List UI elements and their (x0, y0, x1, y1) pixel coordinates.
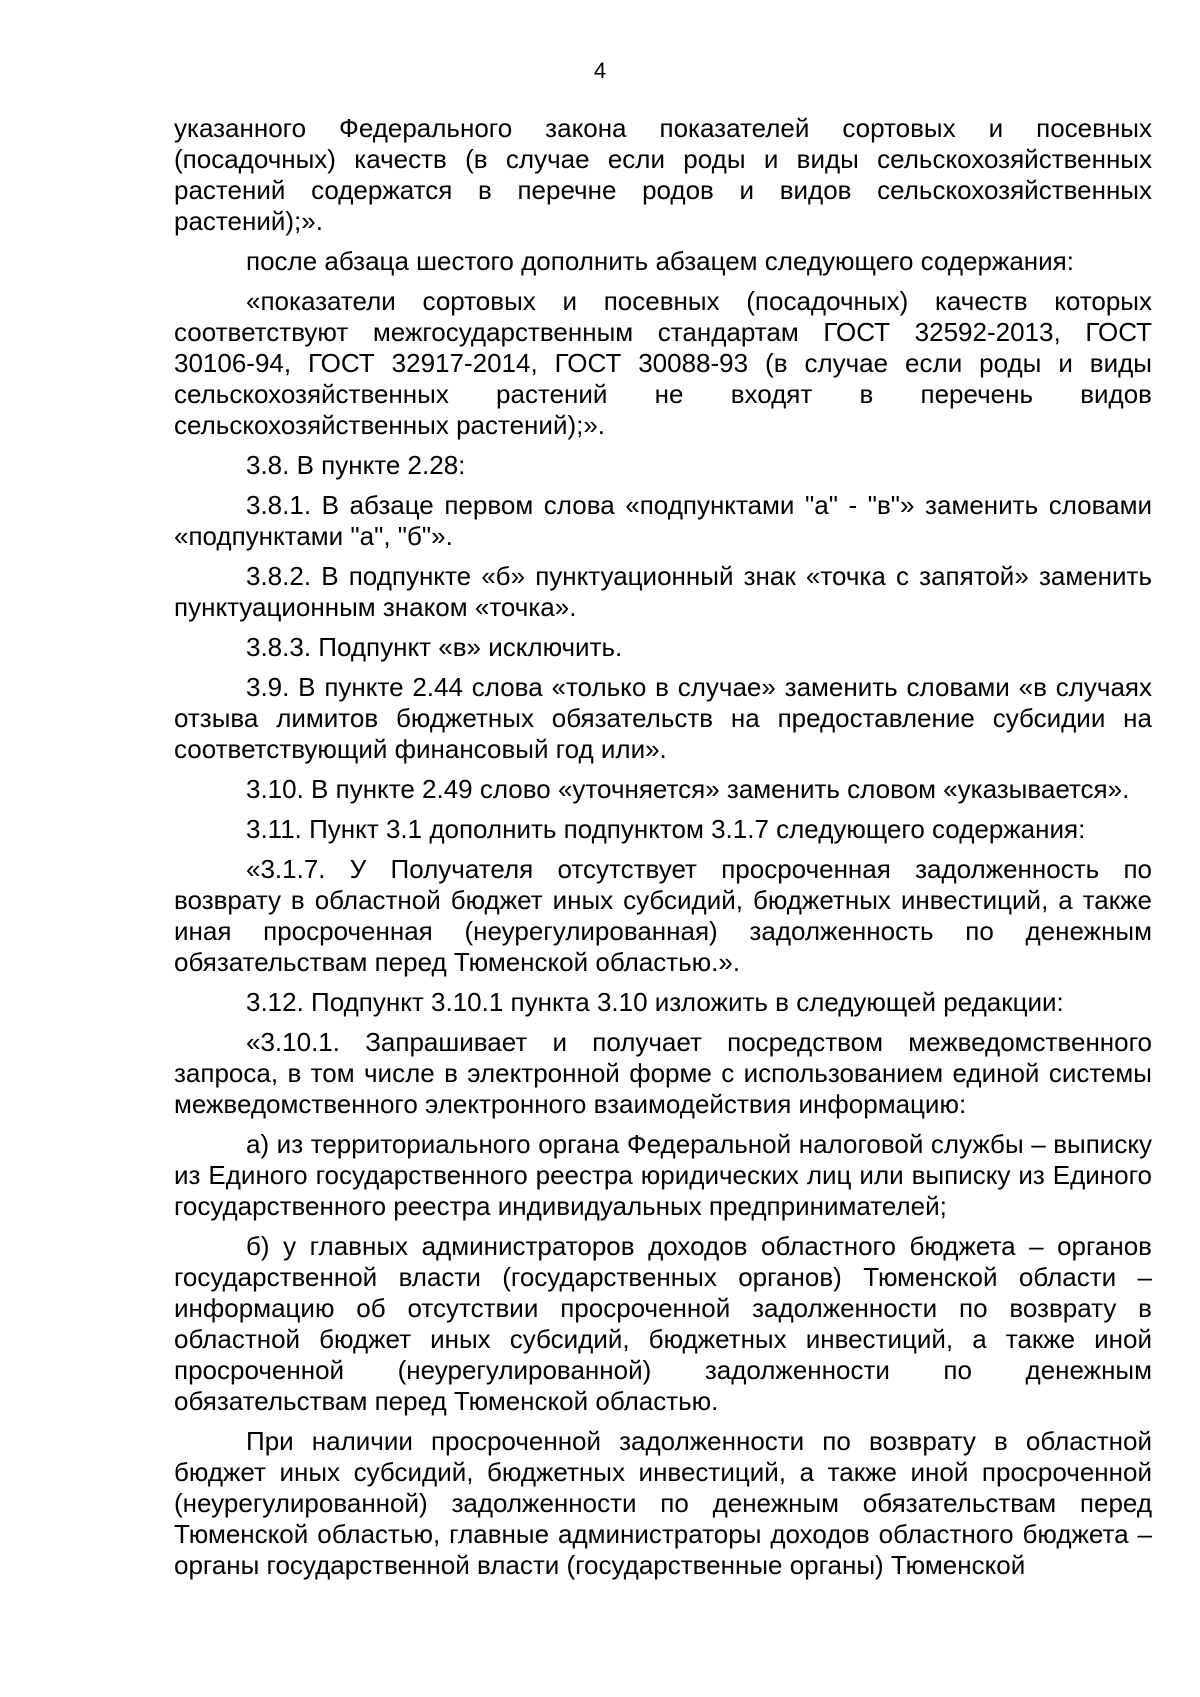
paragraph-quoted-gost: «показатели сортовых и посевных (посадочных) качеств которых соответствуют межгосударственным стандартам ГОСТ 32592-2013, ГОСТ 30106-94, ГОСТ 32917-2014, ГОСТ 30088-93 (в случае если роды и виды сельскохозяйственных растений не входят в перечень видов сельскохозяйственных растений);». (174, 286, 1152, 440)
paragraph-continuation: указанного Федерального закона показателей сортовых и посевных (посадочных) качеств (в случае если роды и виды сельскохозяйственных растений содержатся в перечне родов и видов сельскохозяйственных растений);». (174, 113, 1152, 236)
paragraph-3-12: 3.12. Подпункт 3.10.1 пункта 3.10 изложить в следующей редакции: (246, 987, 1064, 1017)
paragraph-3-8-1: 3.8.1. В абзаце первом слова «подпунктами "а" - "в"» заменить словами «подпунктами "а", "б"». (174, 490, 1152, 551)
paragraph-debt-condition: При наличии просроченной задолженности по возврату в областной бюджет иных субсидий, бюджетных инвестиций, а также иной просроченной (неурегулированной) задолженности по денежным обязательствам перед Тюменской областью, главные администраторы доходов областного бюджета – органы государственной власти (государственные органы) Тюменской (174, 1426, 1152, 1580)
document-body (174, 113, 1152, 1581)
paragraph-quoted-3-10-1: «3.10.1. Запрашивает и получает посредством межведомственного запроса, в том числе в электронной форме с использованием единой системы межведомственного электронного взаимодействия информацию: (174, 1027, 1152, 1119)
paragraph-3-9: 3.9. В пункте 2.44 слова «только в случае» заменить словами «в случаях отзыва лимитов бюджетных обязательств на предоставление субсидии на соответствующий финансовый год или». (174, 672, 1152, 764)
paragraph-3-8-3: 3.8.3. Подпункт «в» исключить. (246, 632, 623, 662)
paragraph-3-8: 3.8. В пункте 2.28: (246, 450, 466, 480)
page-number: 4 (593, 58, 607, 83)
paragraph-insert-instruction: после абзаца шестого дополнить абзацем следующего содержания: (246, 246, 1074, 276)
paragraph-3-8-2: 3.8.2. В подпункте «б» пунктуационный знак «точка с запятой» заменить пунктуационным знаком «точка». (174, 561, 1152, 622)
paragraph-3-11: 3.11. Пункт 3.1 дополнить подпунктом 3.1.7 следующего содержания: (246, 814, 1086, 844)
paragraph-3-10: 3.10. В пункте 2.49 слово «уточняется» заменить словом «указывается». (246, 774, 1130, 804)
paragraph-item-a: а) из территориального органа Федеральной налоговой службы – выписку из Единого государственного реестра юридических лиц или выписку из Единого государственного реестра индивидуальных предпринимателей; (174, 1129, 1152, 1221)
paragraph-quoted-3-1-7: «3.1.7. У Получателя отсутствует просроченная задолженность по возврату в областной бюджет иных субсидий, бюджетных инвестиций, а также иная просроченная (неурегулированная) задолженность по денежным обязательствам перед Тюменской областью.». (174, 854, 1152, 977)
paragraph-item-b: б) у главных администраторов доходов областного бюджета – органов государственной власти (государственных органов) Тюменской области – информацию об отсутствии просроченной задолженности по возврату в областной бюджет иных субсидий, бюджетных инвестиций, а также иной просроченной (неурегулированной) задолженности по денежным обязательствам перед Тюменской областью. (174, 1231, 1152, 1416)
